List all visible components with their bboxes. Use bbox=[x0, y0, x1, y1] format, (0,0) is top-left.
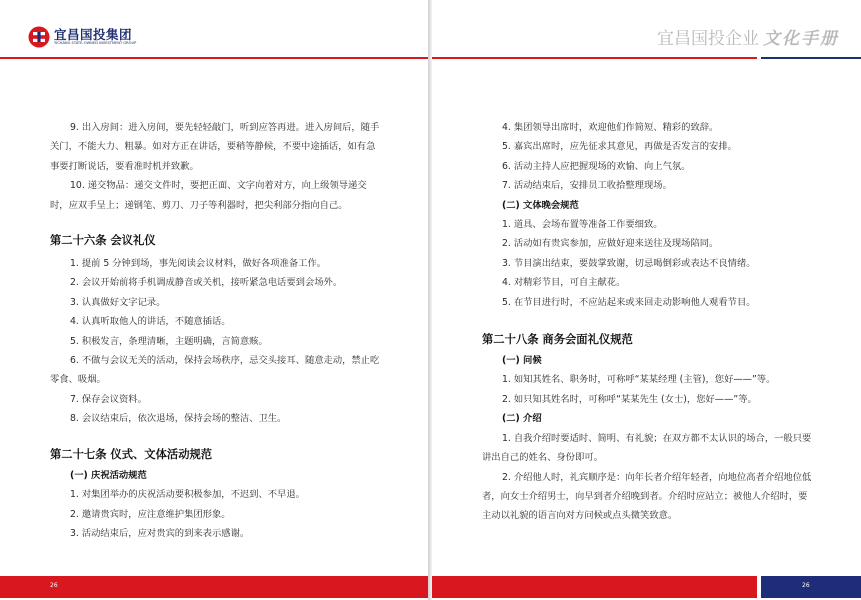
manual-title-script: 文化手册 bbox=[763, 29, 839, 49]
page-number: 26 bbox=[50, 582, 58, 589]
list-item: 1. 提前 5 分钟到场，事先阅读会议材料，做好各项准备工作。 bbox=[70, 258, 327, 270]
company-logo bbox=[28, 26, 136, 48]
list-item: 1. 如知其姓名、职务时，可称呼“某某经理 (主管)，您好——”等。 bbox=[502, 374, 776, 386]
list-item: 2. 介绍他人时，礼宾顺序是：向年长者介绍年轻者，向地位高者介绍地位低者，向女士介绍男士，向早到者介绍晚到者。介绍时应站立；被他人介绍时，要主动以礼貌的语言向对方问候或点头微笑致意。 bbox=[482, 471, 812, 522]
header-rule-red bbox=[432, 57, 757, 59]
list-item: 4. 集团领导出席时，欢迎他们作简短、精彩的致辞。 bbox=[502, 122, 719, 133]
list-item: 7. 活动结束后，安排员工收拾整理现场。 bbox=[502, 180, 672, 192]
article-28-title: 第二十八条 商务会面礼仪规范 bbox=[482, 333, 633, 347]
left-page-body bbox=[50, 118, 384, 543]
section-subheading: (二) 介绍 bbox=[502, 413, 542, 425]
page-number: 26 bbox=[802, 582, 810, 589]
list-item: 7. 保存会议资料。 bbox=[70, 393, 147, 405]
footer-bar-red bbox=[432, 576, 757, 598]
logo-emblem-icon bbox=[28, 26, 50, 48]
header-rule-red bbox=[0, 57, 428, 59]
list-item: 5. 嘉宾出席时，应先征求其意见，再做是否发言的安排。 bbox=[502, 141, 737, 153]
footer-bar-red bbox=[0, 576, 428, 598]
article-26-title: 第二十六条 会议礼仪 bbox=[50, 234, 156, 248]
list-item: 2. 会议开始前将手机调成静音或关机，接听紧急电话要到会场外。 bbox=[70, 277, 343, 289]
list-item: 2. 活动如有贵宾参加，应做好迎来送往及现场陪同。 bbox=[502, 238, 719, 250]
list-item: 5. 在节目进行时，不应站起来或来回走动影响他人观看节目。 bbox=[502, 296, 756, 308]
list-item: 8. 会议结束后，依次退场，保持会场的整洁、卫生。 bbox=[70, 413, 287, 425]
rule-10-handover: 10. 递交物品：递交文件时，要把正面、文字向着对方，向上级领导递交时，应双手呈上；递钢笔、剪刀、刀子等利器时，把尖利部分指向自己。 bbox=[50, 180, 367, 211]
article-27-title: 第二十七条 仪式、文体活动规范 bbox=[50, 447, 213, 461]
list-item: 4. 对精彩节目，可自主献花。 bbox=[502, 277, 626, 289]
list-item: 5. 积极发言，条理清晰，主题明确，言简意赅。 bbox=[70, 335, 268, 347]
list-item: 6. 活动主持人应把握现场的欢愉、向上气氛。 bbox=[502, 160, 691, 172]
section-subheading: (一) 庆祝活动规范 bbox=[70, 469, 147, 481]
list-item: 3. 活动结束后，应对贵宾的到来表示感谢。 bbox=[70, 527, 250, 539]
header-rule-blue bbox=[761, 57, 861, 59]
list-item: 6. 不做与会议无关的活动，保持会场秩序，忌交头接耳、随意走动，禁止吃零食、吸烟。 bbox=[50, 355, 380, 386]
logo-name: 宜昌国投集团 bbox=[54, 27, 133, 42]
logo-subtitle: YICHANG STATE-OWNED INVESTMENT GROUP bbox=[54, 41, 137, 45]
list-item: 3. 节目演出结束，要鼓掌致谢，切忌喝倒彩或表达不良情绪。 bbox=[502, 257, 756, 269]
list-item: 2. 如只知其姓名时，可称呼“某某先生 (女士)，您好——”等。 bbox=[502, 393, 757, 405]
list-item: 2. 邀请贵宾时，应注意维护集团形象。 bbox=[70, 508, 231, 520]
left-page bbox=[0, 0, 428, 600]
list-item: 1. 道具、会场布置等准备工作要细致。 bbox=[502, 219, 663, 231]
right-page bbox=[432, 0, 861, 600]
rule-9-enter-room: 9. 出入房间：进入房间，要先轻轻敲门，听到应答再进。进入房间后，随手关门，不能大力、粗暴。如对方正在讲话，要稍等静候，不要中途插话，如有急事要打断说话，要看准时机并致歉。 bbox=[50, 122, 380, 172]
list-item: 1. 对集团举办的庆祝活动要积极参加，不迟到、不早退。 bbox=[70, 489, 305, 501]
list-item: 4. 认真听取他人的讲话，不随意插话。 bbox=[70, 316, 231, 328]
manual-title bbox=[657, 24, 839, 49]
list-item: 3. 认真做好文字记录。 bbox=[70, 296, 166, 308]
section-subheading: (二) 文体晚会规范 bbox=[502, 199, 579, 211]
manual-title-text: 宜昌国投企业 bbox=[657, 29, 759, 49]
section-subheading: (一) 问候 bbox=[502, 355, 542, 367]
right-page-body bbox=[482, 118, 812, 526]
footer-bar-blue bbox=[761, 576, 861, 598]
list-item: 1. 自我介绍时要适时、简明、有礼貌；在双方都不太认识的场合，一般只要讲出自己的姓名、身份即可。 bbox=[482, 432, 812, 464]
